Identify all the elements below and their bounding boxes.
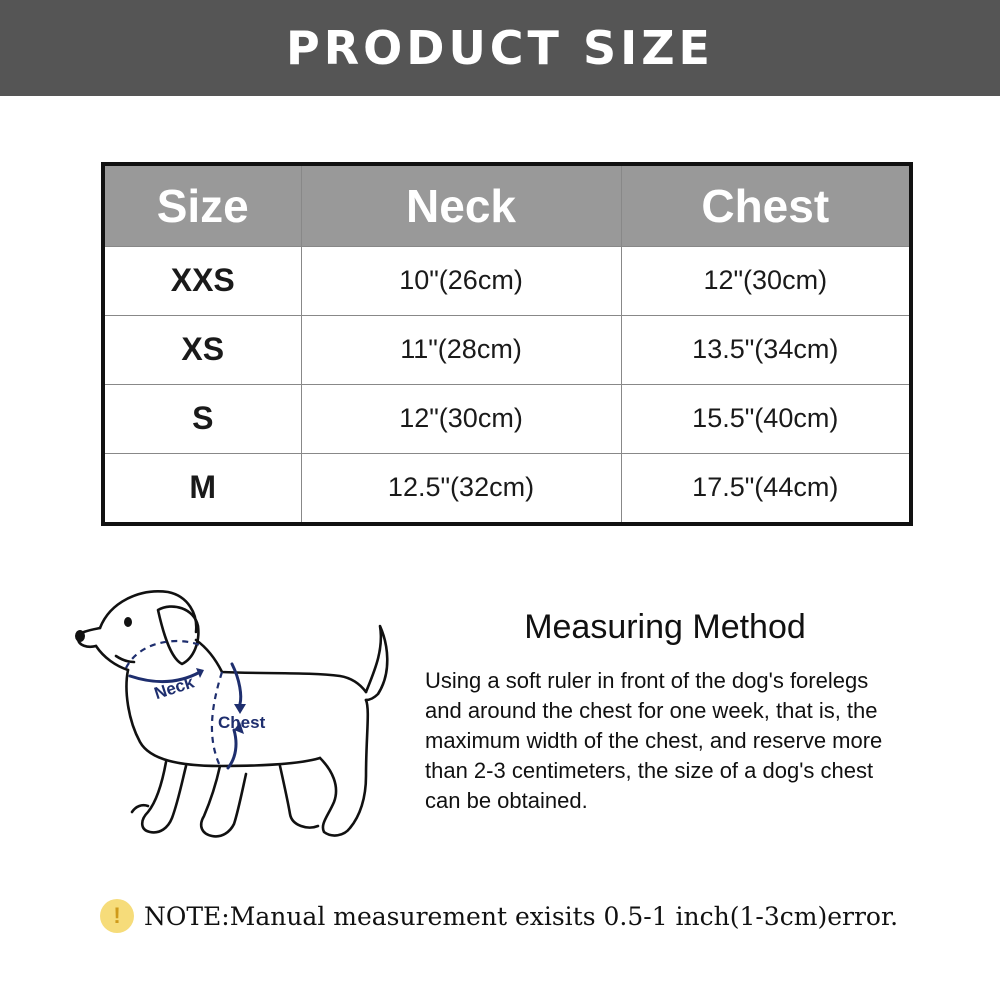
size-cell: XXS (103, 247, 301, 316)
size-cell: S (103, 384, 301, 453)
neck-label: Neck (151, 672, 197, 704)
chest-cell: 17.5"(44cm) (621, 453, 911, 524)
header-chest: Chest (621, 164, 911, 247)
neck-cell: 11"(28cm) (301, 315, 621, 384)
dog-measurement-illustration (70, 580, 400, 860)
method-line: can be obtained. (425, 788, 588, 813)
header-neck: Neck (301, 164, 621, 247)
page-title: PRODUCT SIZE (286, 21, 714, 75)
chest-label: Chest (218, 713, 266, 732)
table-row (103, 453, 911, 524)
table-row (103, 384, 911, 453)
table-row (103, 247, 911, 316)
method-line: and around the chest for one week, that is, the (425, 698, 878, 723)
chest-cell: 12"(30cm) (621, 247, 911, 316)
neck-cell: 12"(30cm) (301, 384, 621, 453)
method-line: Using a soft ruler in front of the dog's forelegs (425, 668, 869, 693)
chest-cell: 13.5"(34cm) (621, 315, 911, 384)
size-chart-table (101, 162, 913, 526)
table-header-row (103, 164, 911, 247)
header-banner (0, 0, 1000, 96)
size-cell: M (103, 453, 301, 524)
size-cell: XS (103, 315, 301, 384)
neck-cell: 12.5"(32cm) (301, 453, 621, 524)
method-line: maximum width of the chest, and reserve more (425, 728, 883, 753)
header-size: Size (103, 164, 301, 247)
note-row (100, 895, 898, 937)
exclamation-icon: ! (100, 899, 134, 933)
measuring-method-text (425, 666, 945, 816)
neck-cell: 10"(26cm) (301, 247, 621, 316)
table-row (103, 315, 911, 384)
note-text: NOTE:Manual measurement exisits 0.5-1 inch(1-3cm)error. (144, 901, 899, 931)
measuring-method-title: Measuring Method (524, 608, 806, 646)
chest-cell: 15.5"(40cm) (621, 384, 911, 453)
method-line: than 2-3 centimeters, the size of a dog's chest (425, 758, 874, 783)
